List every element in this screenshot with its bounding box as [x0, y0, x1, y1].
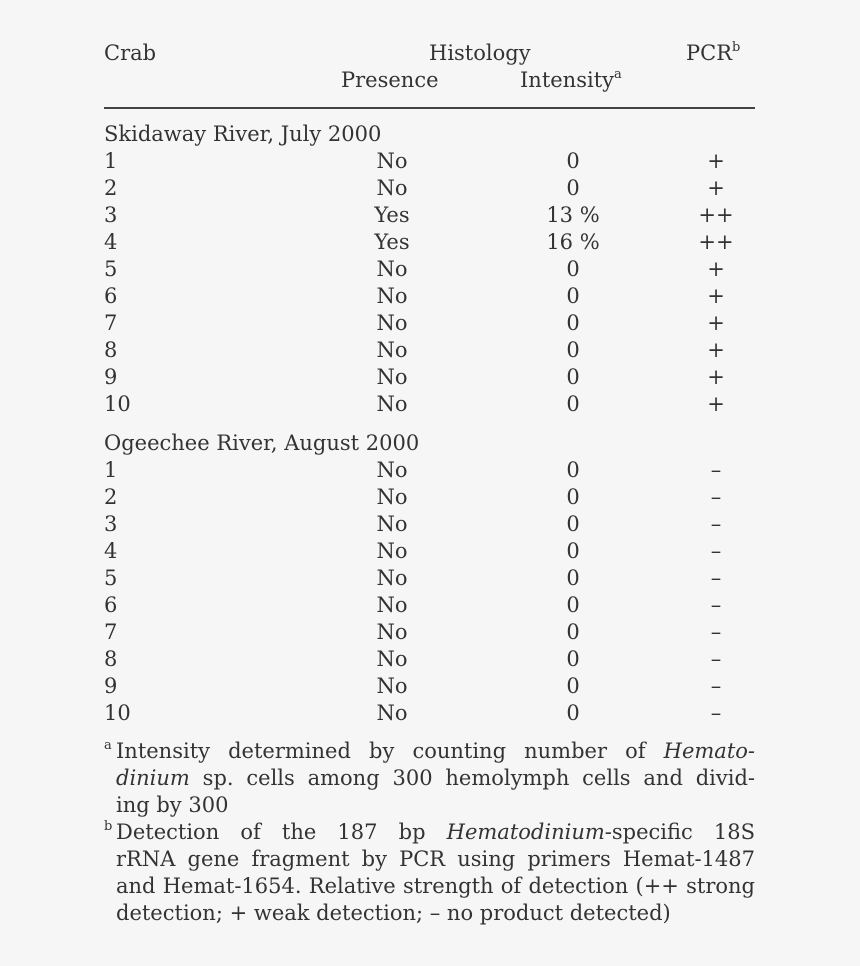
crab-id-cell: 5	[104, 257, 118, 281]
crab-id-cell: 3	[104, 512, 118, 536]
header-rule	[104, 107, 755, 109]
intensity-cell: 0	[566, 257, 580, 281]
intensity-cell: 0	[566, 365, 580, 389]
presence-cell: No	[376, 620, 408, 644]
table-row	[0, 595, 860, 622]
pcr-cell: +	[707, 176, 725, 200]
table-row	[0, 676, 860, 703]
crab-id-cell: 10	[104, 392, 131, 416]
presence-cell: No	[376, 512, 408, 536]
intensity-cell: 0	[566, 674, 580, 698]
pcr-cell: –	[710, 485, 722, 509]
footnote-b-mark: b	[104, 819, 113, 834]
intensity-cell: 0	[566, 284, 580, 308]
presence-cell: Yes	[374, 203, 410, 227]
pcr-cell: –	[710, 593, 722, 617]
intensity-cell: 0	[566, 620, 580, 644]
presence-cell: No	[376, 257, 408, 281]
footnote-a-line-2	[104, 765, 755, 792]
footnote-b	[104, 819, 755, 927]
footnote-a-line-3: ing by 300	[116, 793, 229, 817]
pcr-cell: –	[710, 647, 722, 671]
presence-cell: Yes	[374, 230, 410, 254]
crab-id-cell: 9	[104, 365, 118, 389]
group-title: Ogeechee River, August 2000	[104, 431, 420, 455]
intensity-cell: 0	[566, 338, 580, 362]
footnote-b-line-3: and Hemat-1654. Relative strength of detection (++ strong	[116, 874, 755, 898]
column-header-presence: Presence	[341, 68, 439, 92]
group-title: Skidaway River, July 2000	[104, 122, 382, 146]
table-row	[0, 649, 860, 676]
crab-id-cell: 6	[104, 593, 118, 617]
table-row	[0, 286, 860, 313]
footnote-b-text-post: -specific 18S	[604, 820, 755, 844]
presence-cell: No	[376, 176, 408, 200]
table-row	[0, 460, 860, 487]
presence-cell: No	[376, 566, 408, 590]
table-row	[0, 703, 860, 730]
presence-cell: No	[376, 149, 408, 173]
crab-id-cell: 8	[104, 647, 118, 671]
crab-id-cell: 9	[104, 674, 118, 698]
crab-id-cell: 1	[104, 458, 118, 482]
presence-cell: No	[376, 647, 408, 671]
footnote-b-italic: Hematodinium	[446, 820, 605, 844]
presence-cell: No	[376, 458, 408, 482]
presence-cell: No	[376, 311, 408, 335]
column-header-intensity	[520, 67, 622, 92]
intensity-cell: 0	[566, 566, 580, 590]
pcr-cell: +	[707, 311, 725, 335]
presence-cell: No	[376, 674, 408, 698]
pcr-cell: ++	[698, 230, 734, 254]
crab-id-cell: 1	[104, 149, 118, 173]
footnote-a-italic-2: dinium	[116, 766, 190, 790]
intensity-cell: 0	[566, 539, 580, 563]
intensity-cell: 13 %	[546, 203, 600, 227]
intensity-footnote-mark: a	[614, 67, 622, 82]
crab-id-cell: 7	[104, 311, 118, 335]
pcr-cell: +	[707, 284, 725, 308]
pcr-cell: +	[707, 338, 725, 362]
intensity-label: Intensity	[520, 68, 615, 92]
pcr-cell: +	[707, 149, 725, 173]
intensity-cell: 16 %	[546, 230, 600, 254]
table-row	[0, 367, 860, 394]
pcr-label: PCR	[686, 41, 733, 65]
column-header-crab: Crab	[104, 41, 157, 65]
footnote-a-mark: a	[104, 738, 112, 753]
presence-cell: No	[376, 701, 408, 725]
table-row	[0, 340, 860, 367]
pcr-cell: –	[710, 701, 722, 725]
crab-id-cell: 3	[104, 203, 118, 227]
crab-id-cell: 2	[104, 176, 118, 200]
intensity-cell: 0	[566, 176, 580, 200]
intensity-cell: 0	[566, 701, 580, 725]
presence-cell: No	[376, 365, 408, 389]
footnote-a-italic: Hemato-	[663, 739, 755, 763]
column-header-pcr	[686, 40, 741, 65]
column-header-histology: Histology	[429, 41, 531, 65]
table-row	[0, 487, 860, 514]
table-row	[0, 514, 860, 541]
pcr-cell: –	[710, 674, 722, 698]
intensity-cell: 0	[566, 512, 580, 536]
pcr-cell: +	[707, 392, 725, 416]
crab-id-cell: 4	[104, 230, 118, 254]
pcr-cell: –	[710, 566, 722, 590]
presence-cell: No	[376, 485, 408, 509]
footnote-b-line-1	[104, 819, 755, 846]
table-row	[0, 313, 860, 340]
presence-cell: No	[376, 392, 408, 416]
intensity-cell: 0	[566, 311, 580, 335]
table-row	[0, 259, 860, 286]
table-row	[0, 622, 860, 649]
presence-cell: No	[376, 338, 408, 362]
presence-cell: No	[376, 284, 408, 308]
crab-id-cell: 8	[104, 338, 118, 362]
intensity-cell: 0	[566, 647, 580, 671]
table-row	[0, 394, 860, 421]
intensity-cell: 0	[566, 593, 580, 617]
crab-id-cell: 5	[104, 566, 118, 590]
footnote-a-text-2: sp. cells among 300 hemolymph cells and divid-	[189, 766, 755, 790]
table-row	[0, 178, 860, 205]
presence-cell: No	[376, 539, 408, 563]
table-row	[0, 205, 860, 232]
pcr-cell: –	[710, 620, 722, 644]
footnote-a-line-1	[104, 738, 755, 765]
pcr-cell: +	[707, 257, 725, 281]
pcr-cell: –	[710, 458, 722, 482]
footnote-b-text: Detection of the 187 bp	[116, 820, 447, 844]
footnote-b-line-4: detection; + weak detection; – no product detected)	[116, 901, 671, 925]
table-row	[0, 151, 860, 178]
pcr-cell: ++	[698, 203, 734, 227]
table-row	[0, 541, 860, 568]
pcr-footnote-mark: b	[732, 40, 741, 55]
table-row	[0, 232, 860, 259]
crab-id-cell: 7	[104, 620, 118, 644]
intensity-cell: 0	[566, 149, 580, 173]
crab-id-cell: 6	[104, 284, 118, 308]
crab-id-cell: 4	[104, 539, 118, 563]
intensity-cell: 0	[566, 485, 580, 509]
pcr-cell: +	[707, 365, 725, 389]
crab-id-cell: 10	[104, 701, 131, 725]
footnote-a	[104, 738, 755, 819]
table-row	[0, 568, 860, 595]
presence-cell: No	[376, 593, 408, 617]
footnote-b-line-2: rRNA gene fragment by PCR using primers Hemat-1487	[116, 847, 755, 871]
footnote-a-text: Intensity determined by counting number of	[116, 739, 664, 763]
crab-id-cell: 2	[104, 485, 118, 509]
pcr-cell: –	[710, 512, 722, 536]
pcr-cell: –	[710, 539, 722, 563]
intensity-cell: 0	[566, 392, 580, 416]
intensity-cell: 0	[566, 458, 580, 482]
